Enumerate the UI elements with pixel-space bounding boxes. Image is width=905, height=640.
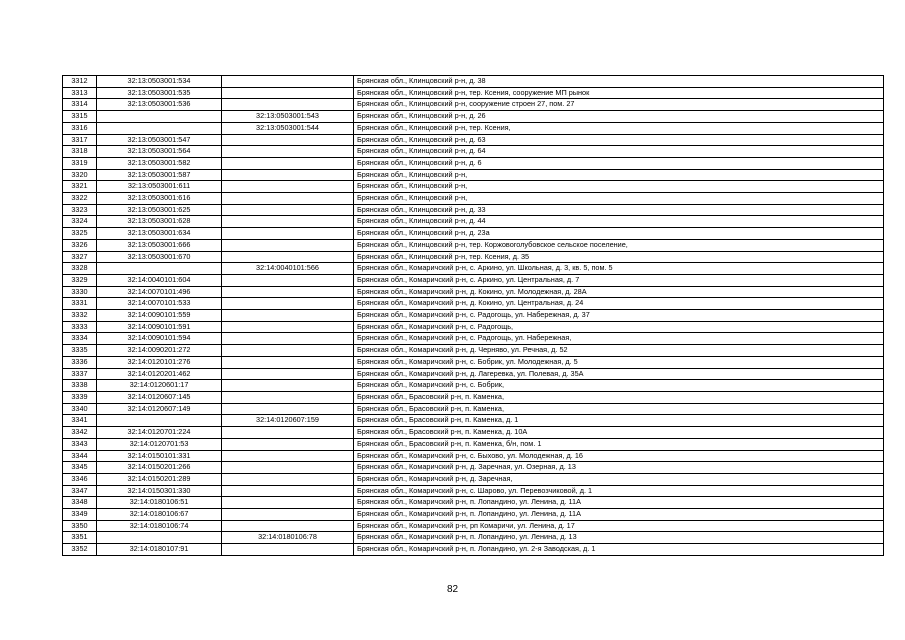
cadastral-number-alt-cell	[222, 193, 354, 205]
address-cell: Брянская обл., Брасовский р-н, п. Каменка, д. 10А	[354, 427, 884, 439]
cadastral-number-alt-cell	[222, 146, 354, 158]
cadastral-number-cell: 32:14:0180106:67	[97, 509, 222, 521]
address-cell: Брянская обл., Комаричский р-н, п. Лопандино, ул. Ленина, д. 11А	[354, 497, 884, 509]
address-cell: Брянская обл., Клинцовский р-н, д. 6	[354, 157, 884, 169]
row-number-cell: 3328	[63, 263, 97, 275]
cadastral-number-cell: 32:14:0120101:276	[97, 356, 222, 368]
table-row	[63, 403, 884, 415]
row-number-cell: 3329	[63, 274, 97, 286]
table-row	[63, 345, 884, 357]
address-cell: Брянская обл., Клинцовский р-н,	[354, 193, 884, 205]
cadastral-number-alt-cell	[222, 181, 354, 193]
cadastral-number-cell	[97, 122, 222, 134]
table-row	[63, 99, 884, 111]
row-number-cell: 3316	[63, 122, 97, 134]
cadastral-number-alt-cell	[222, 368, 354, 380]
cadastral-number-alt-cell	[222, 134, 354, 146]
cadastral-number-alt-cell	[222, 321, 354, 333]
address-cell: Брянская обл., Клинцовский р-н,	[354, 169, 884, 181]
address-cell: Брянская обл., Комаричский р-н, п. Лопандино, ул. Ленина, д. 11А	[354, 509, 884, 521]
cadastral-number-cell: 32:14:0070101:496	[97, 286, 222, 298]
table-row	[63, 122, 884, 134]
row-number-cell: 3330	[63, 286, 97, 298]
row-number-cell: 3320	[63, 169, 97, 181]
address-cell: Брянская обл., Комаричский р-н, рп Комаричи, ул. Ленина, д. 17	[354, 520, 884, 532]
table-row	[63, 181, 884, 193]
cadastral-number-cell: 32:13:0503001:534	[97, 76, 222, 88]
row-number-cell: 3333	[63, 321, 97, 333]
cadastral-number-alt-cell	[222, 544, 354, 556]
cadastral-number-cell: 32:13:0503001:634	[97, 228, 222, 240]
row-number-cell: 3334	[63, 333, 97, 345]
cadastral-number-cell: 32:14:0120701:224	[97, 427, 222, 439]
row-number-cell: 3352	[63, 544, 97, 556]
address-cell: Брянская обл., Клинцовский р-н, д. 33	[354, 204, 884, 216]
cadastral-number-cell: 32:13:0503001:536	[97, 99, 222, 111]
address-cell: Брянская обл., Комаричский р-н, с. Быхово, ул. Молодежная, д. 16	[354, 450, 884, 462]
address-cell: Брянская обл., Комаричский р-н, с. Аркино, ул. Центральная, д. 7	[354, 274, 884, 286]
row-number-cell: 3336	[63, 356, 97, 368]
table-row	[63, 380, 884, 392]
row-number-cell: 3325	[63, 228, 97, 240]
cadastral-number-alt-cell	[222, 169, 354, 181]
row-number-cell: 3351	[63, 532, 97, 544]
cadastral-number-alt-cell	[222, 87, 354, 99]
cadastral-number-cell	[97, 263, 222, 275]
table-row	[63, 228, 884, 240]
table-row	[63, 333, 884, 345]
cadastral-number-alt-cell: 32:13:0503001:544	[222, 122, 354, 134]
table-row	[63, 146, 884, 158]
row-number-cell: 3342	[63, 427, 97, 439]
address-cell: Брянская обл., Клинцовский р-н, сооружение строен 27, пом. 27	[354, 99, 884, 111]
row-number-cell: 3341	[63, 415, 97, 427]
table-row	[63, 497, 884, 509]
cadastral-number-cell: 32:14:0180106:51	[97, 497, 222, 509]
address-cell: Брянская обл., Комаричский р-н, с. Аркино, ул. Школьная, д. 3, кв. 5, пом. 5	[354, 263, 884, 275]
address-cell: Брянская обл., Комаричский р-н, с. Шарово, ул. Перевозчиковой, д. 1	[354, 485, 884, 497]
row-number-cell: 3323	[63, 204, 97, 216]
cadastral-number-alt-cell	[222, 298, 354, 310]
address-cell: Брянская обл., Клинцовский р-н, д. 38	[354, 76, 884, 88]
address-cell: Брянская обл., Комаричский р-н, с. Бобрик,	[354, 380, 884, 392]
cadastral-number-cell: 32:14:0120201:462	[97, 368, 222, 380]
cadastral-number-cell	[97, 415, 222, 427]
table-row	[63, 520, 884, 532]
row-number-cell: 3322	[63, 193, 97, 205]
row-number-cell: 3348	[63, 497, 97, 509]
cadastral-number-alt-cell	[222, 239, 354, 251]
cadastral-number-alt-cell	[222, 356, 354, 368]
cadastral-number-cell: 32:14:0120601:17	[97, 380, 222, 392]
cadastral-number-alt-cell: 32:14:0120607:159	[222, 415, 354, 427]
address-cell: Брянская обл., Клинцовский р-н,	[354, 181, 884, 193]
table-row	[63, 321, 884, 333]
cadastral-number-cell: 32:13:0503001:670	[97, 251, 222, 263]
address-cell: Брянская обл., Комаричский р-н, д. Черняво, ул. Речная, д. 52	[354, 345, 884, 357]
cadastral-number-alt-cell: 32:13:0503001:543	[222, 111, 354, 123]
cadastral-number-cell: 32:14:0150201:289	[97, 473, 222, 485]
address-cell: Брянская обл., Клинцовский р-н, д. 26	[354, 111, 884, 123]
cadastral-number-alt-cell	[222, 438, 354, 450]
table-row	[63, 157, 884, 169]
address-cell: Брянская обл., Комаричский р-н, д. Заречная, ул. Озерная, д. 13	[354, 462, 884, 474]
table-row	[63, 111, 884, 123]
row-number-cell: 3314	[63, 99, 97, 111]
table-row	[63, 286, 884, 298]
row-number-cell: 3345	[63, 462, 97, 474]
cadastral-number-cell: 32:14:0120607:149	[97, 403, 222, 415]
row-number-cell: 3319	[63, 157, 97, 169]
cadastral-number-cell: 32:14:0180107:91	[97, 544, 222, 556]
cadastral-number-alt-cell	[222, 391, 354, 403]
address-cell: Брянская обл., Брасовский р-н, п. Каменка, б/н, пом. 1	[354, 438, 884, 450]
table-row	[63, 263, 884, 275]
address-cell: Брянская обл., Комаричский р-н, д. Заречная,	[354, 473, 884, 485]
address-cell: Брянская обл., Комаричский р-н, д. Кокино, ул. Молодежная, д. 28А	[354, 286, 884, 298]
row-number-cell: 3312	[63, 76, 97, 88]
cadastral-number-alt-cell	[222, 509, 354, 521]
address-cell: Брянская обл., Комаричский р-н, д. Кокино, ул. Центральная, д. 24	[354, 298, 884, 310]
address-cell: Брянская обл., Клинцовский р-н, тер. Ксения, д. 35	[354, 251, 884, 263]
row-number-cell: 3326	[63, 239, 97, 251]
row-number-cell: 3344	[63, 450, 97, 462]
cadastral-number-alt-cell	[222, 345, 354, 357]
table-row	[63, 239, 884, 251]
address-cell: Брянская обл., Брасовский р-н, п. Каменка,	[354, 391, 884, 403]
cadastral-number-alt-cell	[222, 520, 354, 532]
table-row	[63, 251, 884, 263]
address-cell: Брянская обл., Клинцовский р-н, д. 63	[354, 134, 884, 146]
cadastral-number-cell: 32:14:0090101:591	[97, 321, 222, 333]
cadastral-number-cell: 32:13:0503001:628	[97, 216, 222, 228]
cadastral-number-alt-cell	[222, 286, 354, 298]
cadastral-number-cell: 32:13:0503001:564	[97, 146, 222, 158]
cadastral-number-cell: 32:14:0150201:266	[97, 462, 222, 474]
row-number-cell: 3321	[63, 181, 97, 193]
row-number-cell: 3338	[63, 380, 97, 392]
cadastral-number-cell	[97, 532, 222, 544]
row-number-cell: 3317	[63, 134, 97, 146]
row-number-cell: 3324	[63, 216, 97, 228]
cadastral-number-alt-cell	[222, 497, 354, 509]
address-cell: Брянская обл., Клинцовский р-н, тер. Ксения, сооружение МП рынок	[354, 87, 884, 99]
row-number-cell: 3343	[63, 438, 97, 450]
page-number: 82	[446, 584, 459, 595]
table-row	[63, 87, 884, 99]
cadastral-number-cell: 32:13:0503001:611	[97, 181, 222, 193]
table-row	[63, 216, 884, 228]
cadastral-number-cell: 32:14:0040101:604	[97, 274, 222, 286]
address-cell: Брянская обл., Комаричский р-н, п. Лопандино, ул. Ленина, д. 13	[354, 532, 884, 544]
cadastral-number-alt-cell	[222, 310, 354, 322]
address-cell: Брянская обл., Комаричский р-н, с. Радогощь,	[354, 321, 884, 333]
cadastral-number-alt-cell	[222, 403, 354, 415]
cadastral-number-cell: 32:13:0503001:535	[97, 87, 222, 99]
cadastral-number-cell: 32:13:0503001:582	[97, 157, 222, 169]
table-row	[63, 427, 884, 439]
cadastral-number-alt-cell	[222, 450, 354, 462]
cadastral-number-alt-cell	[222, 462, 354, 474]
cadastral-number-cell: 32:13:0503001:666	[97, 239, 222, 251]
table-row	[63, 356, 884, 368]
table-row	[63, 544, 884, 556]
address-cell: Брянская обл., Клинцовский р-н, д. 23а	[354, 228, 884, 240]
cadastral-number-cell: 32:14:0150101:331	[97, 450, 222, 462]
table-row	[63, 509, 884, 521]
row-number-cell: 3331	[63, 298, 97, 310]
table-row	[63, 298, 884, 310]
row-number-cell: 3340	[63, 403, 97, 415]
table-row	[63, 473, 884, 485]
table-row	[63, 76, 884, 88]
address-cell: Брянская обл., Клинцовский р-н, д. 64	[354, 146, 884, 158]
table-row	[63, 391, 884, 403]
cadastral-number-alt-cell	[222, 485, 354, 497]
table-row	[63, 438, 884, 450]
row-number-cell: 3335	[63, 345, 97, 357]
cadastral-number-cell	[97, 111, 222, 123]
cadastral-number-cell: 32:14:0150301:330	[97, 485, 222, 497]
row-number-cell: 3327	[63, 251, 97, 263]
address-cell: Брянская обл., Комаричский р-н, п. Лопандино, ул. 2-я Заводская, д. 1	[354, 544, 884, 556]
table-row	[63, 368, 884, 380]
row-number-cell: 3332	[63, 310, 97, 322]
cadastral-number-cell: 32:14:0120701:53	[97, 438, 222, 450]
address-cell: Брянская обл., Комаричский р-н, с. Бобрик, ул. Молодежная, д. 5	[354, 356, 884, 368]
table-row	[63, 204, 884, 216]
cadastral-number-alt-cell	[222, 251, 354, 263]
property-table	[62, 75, 884, 556]
cadastral-number-cell: 32:14:0180106:74	[97, 520, 222, 532]
table-row	[63, 310, 884, 322]
row-number-cell: 3313	[63, 87, 97, 99]
table-row	[63, 415, 884, 427]
cadastral-number-alt-cell	[222, 274, 354, 286]
row-number-cell: 3339	[63, 391, 97, 403]
address-cell: Брянская обл., Брасовский р-н, п. Каменка, д. 1	[354, 415, 884, 427]
cadastral-number-cell: 32:14:0120607:145	[97, 391, 222, 403]
table-row	[63, 450, 884, 462]
table-row	[63, 169, 884, 181]
cadastral-number-alt-cell	[222, 333, 354, 345]
cadastral-number-alt-cell	[222, 204, 354, 216]
cadastral-number-alt-cell	[222, 157, 354, 169]
address-cell: Брянская обл., Клинцовский р-н, тер. Ксения,	[354, 122, 884, 134]
cadastral-number-alt-cell	[222, 216, 354, 228]
address-cell: Брянская обл., Клинцовский р-н, тер. Коржовоголубовское сельское поселение,	[354, 239, 884, 251]
row-number-cell: 3350	[63, 520, 97, 532]
cadastral-number-cell: 32:14:0090201:272	[97, 345, 222, 357]
cadastral-number-cell: 32:13:0503001:587	[97, 169, 222, 181]
cadastral-number-alt-cell	[222, 228, 354, 240]
table-row	[63, 274, 884, 286]
cadastral-number-cell: 32:13:0503001:616	[97, 193, 222, 205]
address-cell: Брянская обл., Комаричский р-н, д. Лагеревка, ул. Полевая, д. 35А	[354, 368, 884, 380]
cadastral-number-alt-cell	[222, 99, 354, 111]
row-number-cell: 3315	[63, 111, 97, 123]
cadastral-number-cell: 32:13:0503001:625	[97, 204, 222, 216]
address-cell: Брянская обл., Комаричский р-н, с. Радогощь, ул. Набережная,	[354, 333, 884, 345]
cadastral-number-alt-cell: 32:14:0040101:566	[222, 263, 354, 275]
table-row	[63, 532, 884, 544]
row-number-cell: 3318	[63, 146, 97, 158]
row-number-cell: 3337	[63, 368, 97, 380]
row-number-cell: 3349	[63, 509, 97, 521]
table-row	[63, 462, 884, 474]
address-cell: Брянская обл., Клинцовский р-н, д. 44	[354, 216, 884, 228]
table-row	[63, 485, 884, 497]
cadastral-number-alt-cell	[222, 380, 354, 392]
cadastral-number-alt-cell: 32:14:0180106:78	[222, 532, 354, 544]
row-number-cell: 3346	[63, 473, 97, 485]
cadastral-number-cell: 32:13:0503001:547	[97, 134, 222, 146]
cadastral-number-cell: 32:14:0090101:559	[97, 310, 222, 322]
address-cell: Брянская обл., Комаричский р-н, с. Радогощь, ул. Набережная, д. 37	[354, 310, 884, 322]
table-row	[63, 193, 884, 205]
row-number-cell: 3347	[63, 485, 97, 497]
cadastral-number-alt-cell	[222, 473, 354, 485]
table-body	[63, 76, 884, 556]
cadastral-number-cell: 32:14:0090101:594	[97, 333, 222, 345]
address-cell: Брянская обл., Брасовский р-н, п. Каменка,	[354, 403, 884, 415]
cadastral-number-cell: 32:14:0070101:533	[97, 298, 222, 310]
cadastral-number-alt-cell	[222, 427, 354, 439]
cadastral-number-alt-cell	[222, 76, 354, 88]
table-row	[63, 134, 884, 146]
